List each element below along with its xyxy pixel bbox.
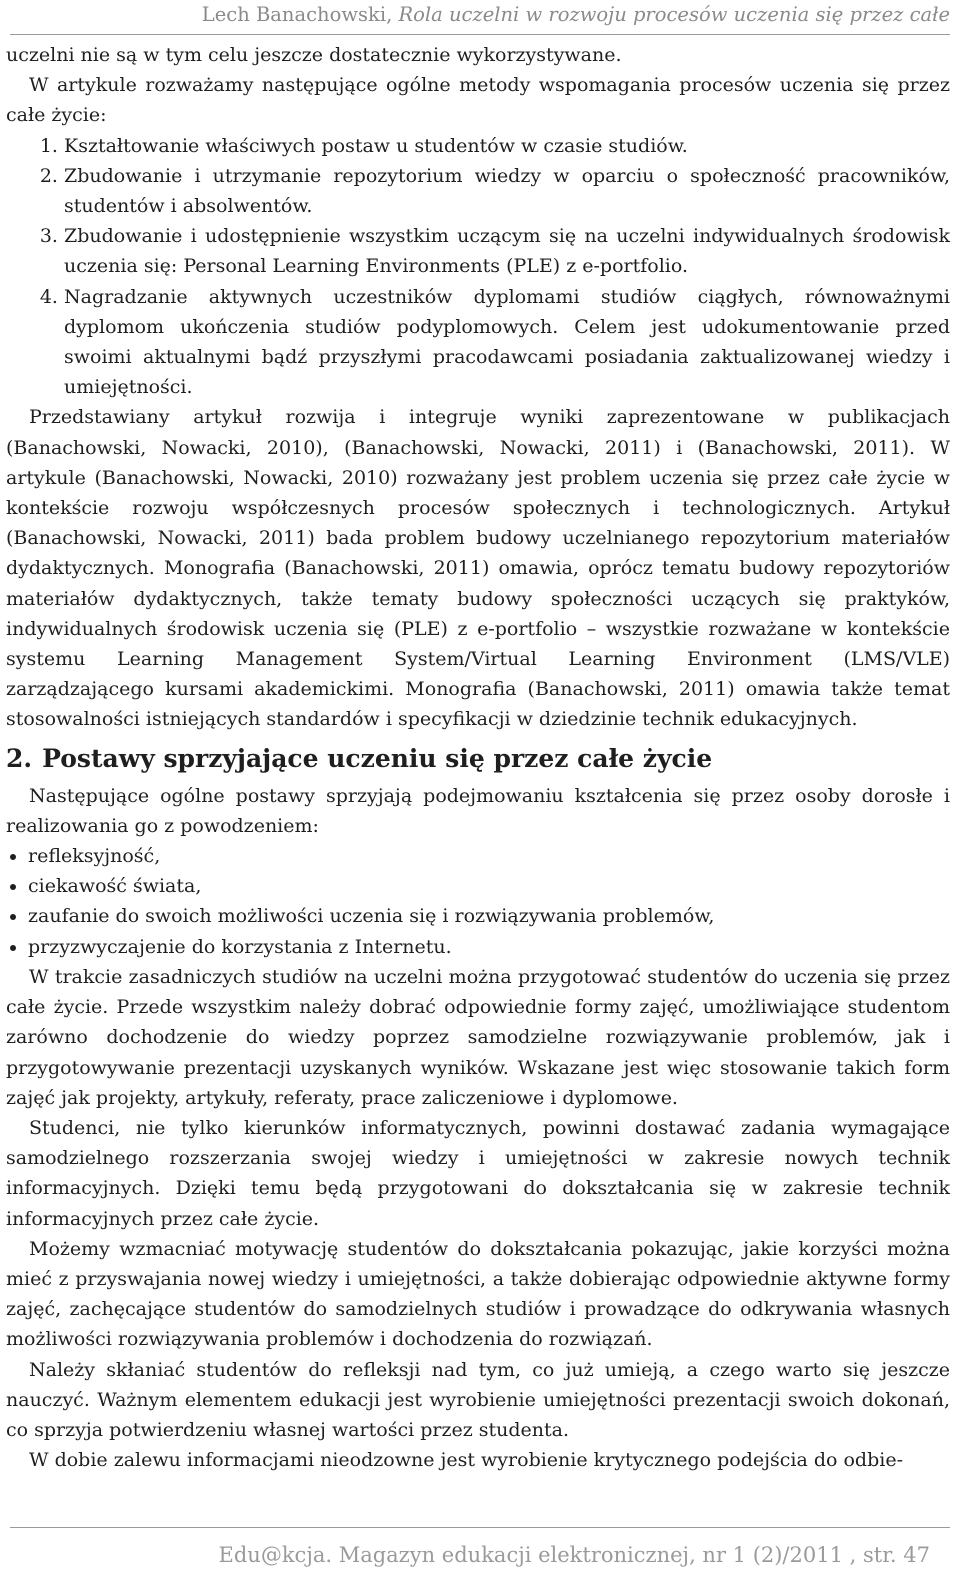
section-title: Postawy sprzyjające uczeniu się przez całe życie bbox=[42, 743, 713, 773]
attitudes-lead-paragraph: Następujące ogólne postawy sprzyjają podejmowaniu kształcenia się przez osoby dorosłe i realizowania go z powodzeniem: bbox=[6, 784, 950, 837]
list-item: • przyzwyczajenie do korzystania z Internetu. bbox=[28, 932, 950, 962]
section-heading bbox=[6, 741, 950, 777]
header-title: Rola uczelni w rozwoju procesów uczenia się przez całe bbox=[398, 3, 950, 26]
integration-paragraph: Przedstawiany artykuł rozwija i integruje wyniki zaprezentowane w publikacjach (Banachowski, Nowacki, 2010), (Banachowski, Nowacki, 2011) i (Banachowski, 2011). W artykule (Banachowski, Nowacki, 2010) rozważany jest problem uczenia się przez całe życie w kontekście rozwoju współczesnych procesów społecznych i technologicznych. Artykuł (Banachowski, Nowacki, 2011) bada problem budowy uczelnianego repozytorium materiałów dydaktycznych. Monografia (Banachowski, 2011) omawia, oprócz tematu budowy repozytoriów materiałów dydaktycznych, także tematy budowy społeczności uczących się praktyków, indywidualnych środowisk uczenia się (PLE) z e-portfolio – wszystkie rozważane w kontekście systemu Learning Management System/Virtual Learning Environment (LMS/VLE) zarządzającego kursami akademickimi. Monografia (Banachowski, 2011) omawia także temat stosowalności istniejących standardów i specyfikacji w dziedzinie technik edukacyjnych. bbox=[6, 406, 950, 731]
article-body bbox=[6, 40, 950, 1475]
list-item: • refleksyjność, bbox=[28, 841, 950, 871]
list-item: 1. Kształtowanie właściwych postaw u studentów w czasie studiów. bbox=[64, 131, 950, 161]
list-item: • zaufanie do swoich możliwości uczenia się i rozwiązywania problemów, bbox=[28, 901, 950, 931]
continuation-paragraph: uczelni nie są w tym celu jeszcze dostatecznie wykorzystywane. bbox=[6, 44, 622, 66]
body-paragraph: W trakcie zasadniczych studiów na uczelni można przygotować studentów do uczenia się przez całe życie. Przede wszystkim należy dobrać odpowiednie formy zajęć, umożliwiające studentom zarówno dochodzenie do wiedzy poprzez samodzielne rozwiązywanie problemów, jak i przygotowywanie prezentacji uzyskanych wyników. Wskazane jest więc stosowanie takich form zajęć jak projekty, artykuły, referaty, prace zaliczeniowe i dyplomowe. bbox=[6, 965, 950, 1109]
running-footer: Edu@kcja. Magazyn edukacji elektronicznej, nr 1 (2)/2011 , str. 47 bbox=[218, 1543, 930, 1567]
list-item: • ciekawość świata, bbox=[28, 871, 950, 901]
body-paragraph: Możemy wzmacniać motywację studentów do dokształcania pokazując, jakie korzyści można mieć z przyswajania nowej wiedzy i umiejętności, a także dobierając odpowiednie aktywne formy zajęć, zachęcające studentów do samodzielnych studiów i prowadzące do odkrywania własnych możliwości rozwiązywania problemów i dochodzenia do rozwiązań. bbox=[6, 1237, 950, 1351]
footer-divider bbox=[10, 1527, 950, 1528]
header-divider bbox=[10, 34, 950, 35]
running-header bbox=[0, 0, 950, 30]
body-paragraph: Należy skłaniać studentów do refleksji nad tym, co już umieją, a czego warto się jeszcze nauczyć. Ważnym elementem edukacji jest wyrobienie umiejętności prezentacji swoich dokonań, co sprzyja potwierdzeniu własnej wartości przez studenta. bbox=[6, 1358, 950, 1441]
methods-list bbox=[6, 131, 950, 403]
body-paragraph: W dobie zalewu informacjami nieodzowne jest wyrobienie krytycznego podejścia do odbie- bbox=[29, 1449, 903, 1472]
section-number: 2. bbox=[6, 743, 33, 773]
header-author: Lech Banachowski, bbox=[201, 3, 399, 26]
body-paragraph: Studenci, nie tylko kierunków informatycznych, powinni dostawać zadania wymagające samodzielnego rozszerzania swojej wiedzy i umiejętności w zakresie nowych technik informacyjnych. Dzięki temu będą przygotowani do dokształcania się w zakresie technik informacyjnych przez całe życie. bbox=[6, 1116, 950, 1230]
list-item: 2. Zbudowanie i utrzymanie repozytorium wiedzy w oparciu o społeczność pracowników, studentów i absolwentów. bbox=[64, 161, 950, 221]
list-item: 4. Nagradzanie aktywnych uczestników dyplomami studiów ciągłych, równoważnymi dyplomom ukończenia studiów podyplomowych. Celem jest udokumentowanie przed swoimi aktualnymi bądź przyszłymi pracodawcami posiadania zaktualizowanej wiedzy i umiejętności. bbox=[64, 282, 950, 403]
list-item: 3. Zbudowanie i udostępnienie wszystkim uczącym się na uczelni indywidualnych środowisk uczenia się: Personal Learning Environments (PLE) z e-portfolio. bbox=[64, 221, 950, 281]
attitudes-list bbox=[6, 841, 950, 962]
methods-lead-paragraph: W artykule rozważamy następujące ogólne metody wspomagania procesów uczenia się przez całe życie: bbox=[6, 74, 950, 127]
